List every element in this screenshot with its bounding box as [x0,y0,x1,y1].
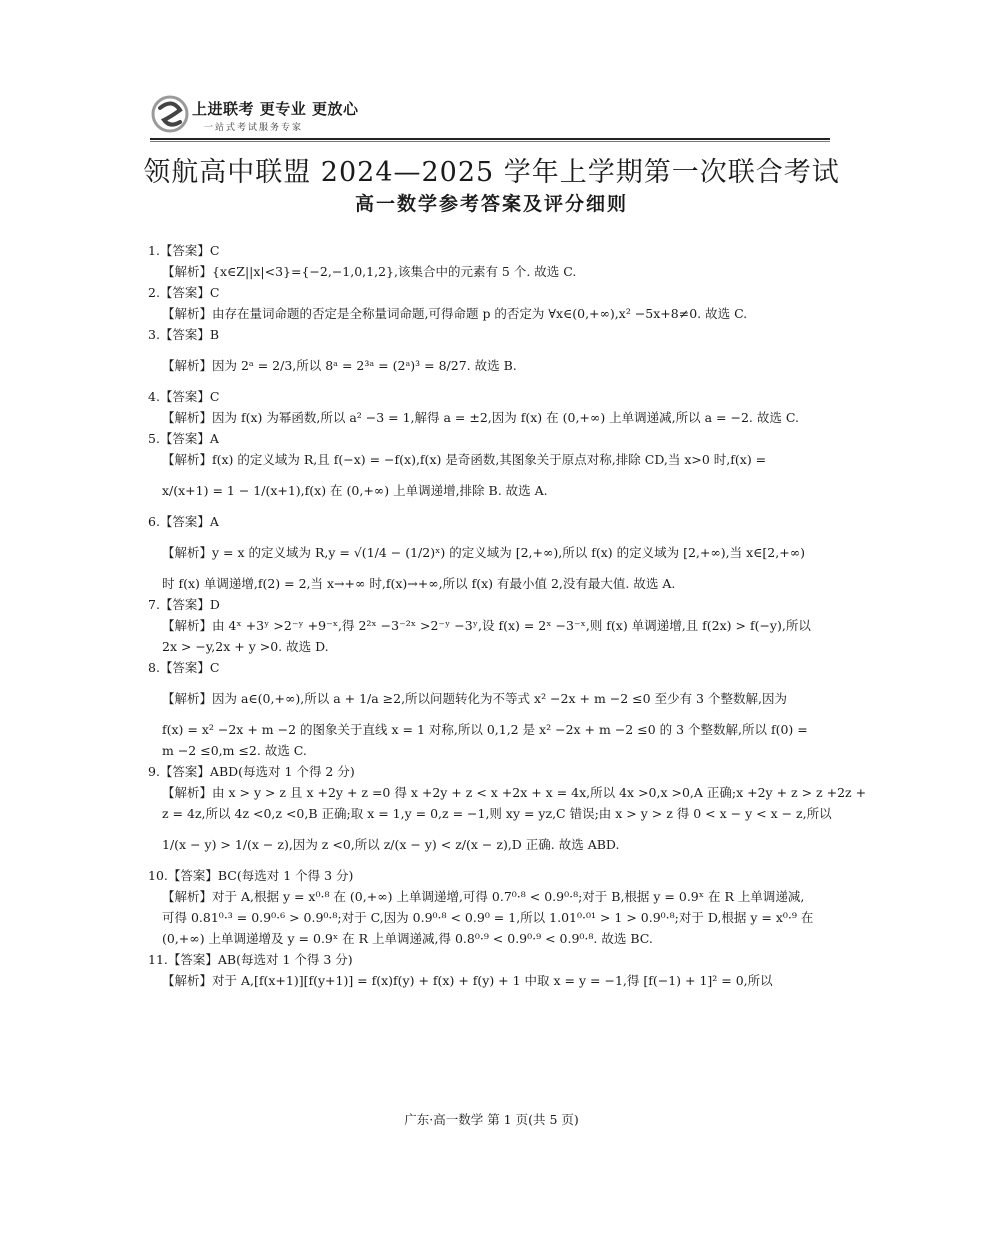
page-subtitle: 高一数学参考答案及评分细则 [354,193,628,215]
answer-line: 6.【答案】A [148,514,219,529]
answer-line: 3.【答案】B [148,327,220,342]
analysis-continuation: x/(x+1) = 1 − 1/(x+1),f(x) 在 (0,+∞) 上单调递增,排除 B. 故选 A. [162,483,548,498]
answer-line: 5.【答案】A [148,431,219,446]
analysis-line: 【解析】对于 A,[f(x+1)][f(y+1)] = f(x)f(y) + f(x) + f(y) + 1 中取 x = y = −1,得 [f(−1) + 1]² = 0,所以 [162,973,773,988]
answer-line: 1.【答案】C [148,243,220,258]
answer-line: 8.【答案】C [148,660,220,675]
analysis-line: 【解析】对于 A,根据 y = x⁰·⁸ 在 (0,+∞) 上单调递增,可得 0.7⁰·⁸ < 0.9⁰·⁸;对于 B,根据 y = 0.9ˣ 在 R 上单调递减, [162,889,805,904]
header-rule-thin [150,141,830,142]
analysis-line: 【解析】因为 2ᵃ = 2/3,所以 8ᵃ = 2³ᵃ = (2ᵃ)³ = 8/27. 故选 B. [162,358,517,373]
analysis-continuation: (0,+∞) 上单调递增及 y = 0.9ˣ 在 R 上单调递减,得 0.8⁰·⁹ < 0.9⁰·⁹ < 0.9⁰·⁸. 故选 BC. [162,931,653,946]
page-footer: 广东·高一数学 第 1 页(共 5 页) [404,1112,579,1127]
analysis-continuation: f(x) = x² −2x + m −2 的图象关于直线 x = 1 对称,所以 0,1,2 是 x² −2x + m −2 ≤0 的 3 个整数解,所以 f(0) = [162,722,808,737]
analysis-line: 【解析】因为 f(x) 为幂函数,所以 a² −3 = 1,解得 a = ±2,因为 f(x) 在 (0,+∞) 上单调递减,所以 a = −2. 故选 C. [162,410,799,425]
analysis-line: 【解析】f(x) 的定义域为 R,且 f(−x) = −f(x),f(x) 是奇函数,其图象关于原点对称,排除 CD,当 x>0 时,f(x) = [162,452,767,467]
analysis-continuation: 2x > −y,2x + y >0. 故选 D. [162,639,329,654]
analysis-line: 【解析】由 4ˣ +3ʸ >2⁻ʸ +9⁻ˣ,得 2²ˣ −3⁻²ˣ >2⁻ʸ −3ʸ,设 f(x) = 2ˣ −3⁻ˣ,则 f(x) 单调递增,且 f(2x) > f(−y),所以 [162,618,811,633]
analysis-continuation: 1/(x − y) > 1/(x − z),因为 z <0,所以 z/(x − y) < z/(x − z),D 正确. 故选 ABD. [162,837,620,852]
analysis-line: 【解析】由 x > y > z 且 x +2y + z =0 得 x +2y + z < x +2x + x = 4x,所以 4x >0,x >0,A 正确;x +2y + z > z +2z + [162,785,867,800]
analysis-continuation: 时 f(x) 单调递增,f(2) = 2,当 x→+∞ 时,f(x)→+∞,所以 f(x) 有最小值 2,没有最大值. 故选 A. [162,576,676,591]
slogan: 上进联考 更专业 更放心 [192,100,359,118]
analysis-continuation: z = 4z,所以 4z <0,z <0,B 正确;取 x = 1,y = 0,z = −1,则 xy = yz,C 错误;由 x > y > z 得 0 < x − y < x − z,所以 [162,806,832,821]
analysis-continuation: 可得 0.81⁰·³ = 0.9⁰·⁶ > 0.9⁰·⁸;对于 C,因为 0.9⁰·⁸ < 0.9⁰ = 1,所以 1.01⁰·⁰¹ > 1 > 0.9⁰·⁸;对于 D,根据 y = x⁰·⁹ 在 [162,910,814,925]
subslogan: 一站式考试服务专家 [204,123,304,133]
answer-content [148,240,867,991]
logo-icon [150,94,190,134]
answer-line: 10.【答案】BC(每选对 1 个得 3 分) [148,868,354,883]
header-logo [150,94,830,138]
analysis-line: 【解析】由存在量词命题的否定是全称量词命题,可得命题 p 的否定为 ∀x∈(0,+∞),x² −5x+8≠0. 故选 C. [162,306,748,321]
answer-line: 9.【答案】ABD(每选对 1 个得 2 分) [148,764,355,779]
answer-line: 4.【答案】C [148,389,220,404]
header-rule [150,138,830,140]
answer-line: 2.【答案】C [148,285,220,300]
analysis-continuation: m −2 ≤0,m ≤2. 故选 C. [162,743,307,758]
analysis-line: 【解析】{x∈Z||x|<3}={−2,−1,0,1,2},该集合中的元素有 5 个. 故选 C. [162,264,577,279]
answer-line: 11.【答案】AB(每选对 1 个得 3 分) [148,952,353,967]
answer-line: 7.【答案】D [148,597,220,612]
page-title: 领航高中联盟 2024—2025 学年上学期第一次联合考试 [143,157,840,188]
analysis-line: 【解析】因为 a∈(0,+∞),所以 a + 1/a ≥2,所以问题转化为不等式 x² −2x + m −2 ≤0 至少有 3 个整数解,因为 [162,691,787,706]
analysis-line: 【解析】y = x 的定义域为 R,y = √(1/4 − (1/2)ˣ) 的定义域为 [2,+∞),所以 f(x) 的定义域为 [2,+∞),当 x∈[2,+∞) [162,545,805,560]
